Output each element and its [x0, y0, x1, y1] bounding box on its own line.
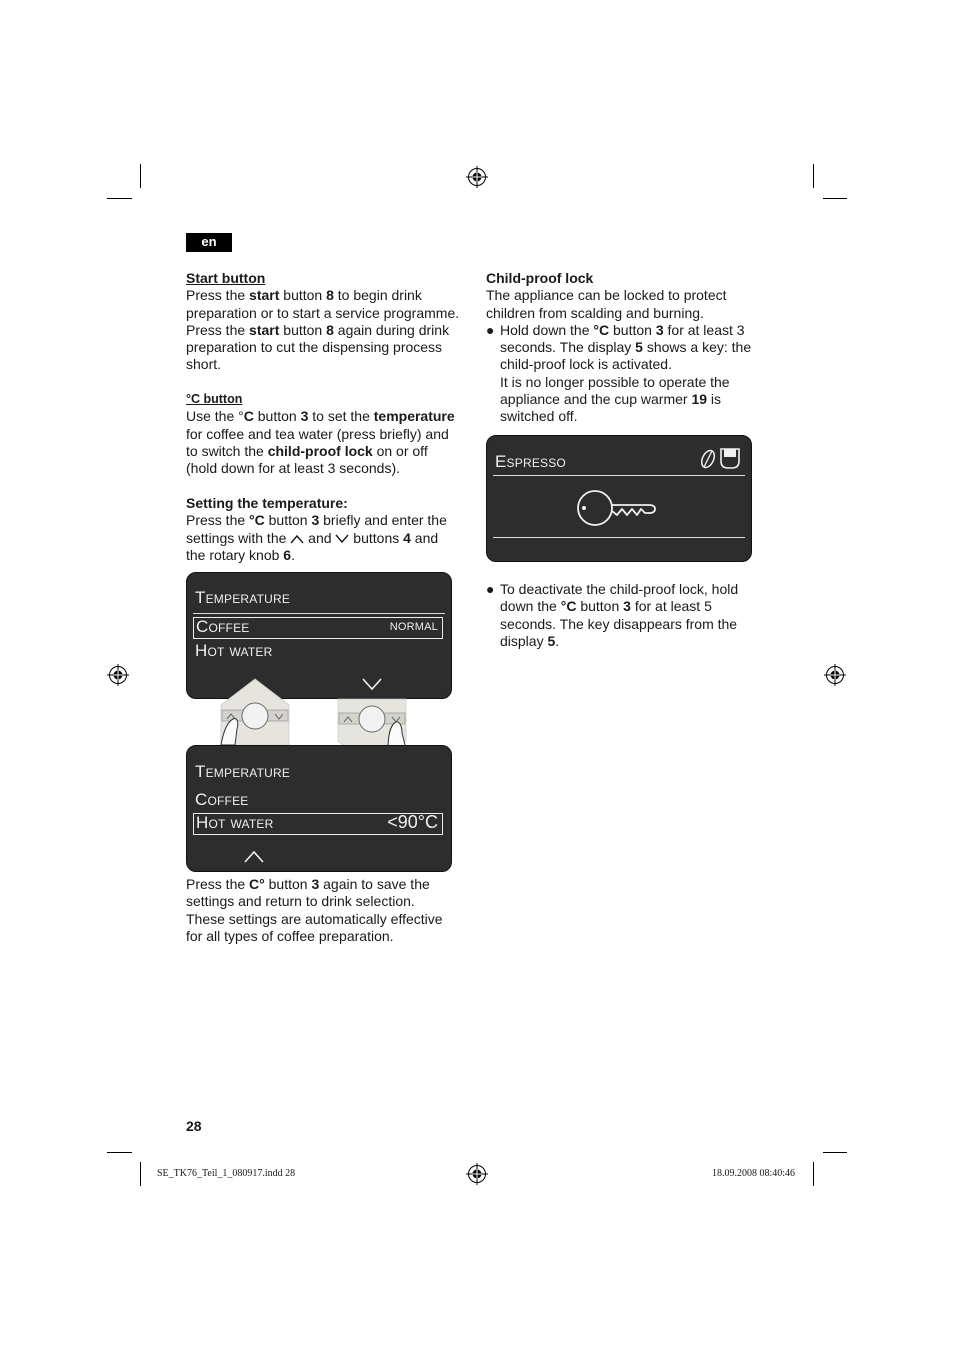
chevron-down-icon — [361, 677, 383, 691]
text-line: for all types of coffee preparation. — [186, 927, 394, 944]
child-proof-lock-section — [486, 270, 776, 426]
text-line: It is no longer possible to operate the — [500, 373, 730, 390]
bean-icon — [699, 449, 717, 470]
save-settings-section — [186, 876, 476, 945]
row-label: Coffee — [195, 790, 249, 809]
drink-icons — [699, 446, 743, 472]
chevron-up-icon — [290, 534, 304, 544]
display-title: Espresso — [495, 452, 566, 471]
text-line: settings and return to drink selection. — [186, 893, 415, 910]
text-line: to switch the child-proof lock on or off — [186, 442, 428, 459]
list-item — [486, 581, 776, 650]
section-heading: Child-proof lock — [486, 270, 594, 286]
text-line: seconds. The display 5 shows a key: the — [500, 339, 752, 356]
page-number: 28 — [186, 1118, 202, 1134]
text-line: Press the C° button 3 again to save the — [186, 876, 430, 892]
text-line: switched off. — [500, 408, 578, 425]
key-icon — [575, 488, 659, 528]
section-heading: Setting the temperature: — [186, 495, 348, 511]
text-line: seconds. The key disappears from the — [500, 615, 738, 632]
display-divider — [193, 613, 445, 614]
text-line: short. — [186, 356, 222, 373]
text-line: for coffee and tea water (press briefly) and — [186, 425, 449, 442]
text-line: These settings are automatically effective — [186, 910, 443, 927]
text-line: To deactivate the child-proof lock, hold — [500, 581, 739, 597]
text-line: settings with the and buttons 4 and — [186, 529, 439, 546]
cup-icon — [721, 449, 739, 468]
crop-mark — [107, 1152, 132, 1153]
text-line: preparation or to start a service programme. — [186, 304, 460, 321]
language-badge: en — [186, 233, 232, 252]
crop-mark — [813, 1162, 814, 1186]
display-selected-row — [193, 813, 443, 835]
text-line: the rotary knob 6. — [186, 546, 295, 563]
footer-timestamp: 18.09.2008 08:40:46 — [712, 1168, 796, 1179]
crop-mark — [140, 1162, 141, 1186]
display-temperature-hot-water — [186, 745, 452, 872]
section-heading: Start button — [186, 270, 266, 286]
crop-mark — [823, 1152, 847, 1153]
rotary-knob-icon — [242, 703, 268, 729]
registration-mark-icon — [466, 166, 488, 188]
rotary-knob-icon — [359, 706, 385, 732]
text-line: The appliance can be locked to protect — [486, 287, 727, 304]
crop-mark — [140, 164, 141, 188]
text-line: Press the start button 8 to begin drink — [186, 287, 422, 304]
text-line: children from scalding and burning. — [486, 304, 704, 321]
crop-mark — [107, 198, 132, 199]
chevron-down-icon — [335, 534, 349, 544]
row-value: normal — [389, 617, 438, 634]
display-title: Temperature — [195, 762, 291, 781]
row-label: Coffee — [196, 617, 250, 636]
section-heading: °C button — [186, 392, 243, 406]
row-label: Hot water — [196, 813, 274, 832]
display-selected-row — [193, 617, 443, 639]
bullet: ● — [486, 321, 495, 338]
footer-file: SE_TK76_Teil_1_080917.indd 28 — [157, 1168, 296, 1179]
registration-mark-icon — [107, 664, 129, 686]
chevron-up-icon — [243, 850, 265, 864]
display-divider — [493, 475, 745, 476]
registration-mark-icon — [466, 1163, 488, 1185]
text-line: child-proof lock is activated. — [500, 356, 672, 373]
rotary-knob-up-illustration — [219, 677, 291, 747]
list-item — [486, 322, 776, 426]
text-line: display 5. — [500, 632, 560, 649]
text-line: Press the °C button 3 briefly and enter the — [186, 512, 447, 529]
text-line: down the °C button 3 for at least 5 — [500, 598, 712, 615]
text-line: preparation to cut the dispensing process — [186, 339, 443, 356]
c-button-section — [186, 391, 476, 477]
text-line: Press the start button 8 again during drink — [186, 321, 450, 338]
crop-mark — [813, 164, 814, 188]
row-label: Hot water — [195, 641, 273, 660]
display-divider — [493, 537, 745, 538]
registration-mark-icon — [824, 664, 846, 686]
display-espresso-locked — [486, 435, 752, 562]
crop-mark — [823, 198, 847, 199]
setting-temperature-section — [186, 495, 476, 564]
text-line: (hold down for at least 3 seconds). — [186, 460, 401, 477]
deactivate-lock-section — [486, 581, 776, 650]
display-title: Temperature — [195, 588, 291, 607]
text-line: Use the °C button 3 to set the temperature — [186, 408, 455, 425]
text-line: Hold down the °C button 3 for at least 3 — [500, 321, 745, 338]
start-button-section — [186, 270, 476, 374]
text-line: appliance and the cup warmer 19 is — [500, 391, 722, 408]
bullet: ● — [486, 581, 495, 597]
row-value: <90°C — [387, 812, 438, 832]
